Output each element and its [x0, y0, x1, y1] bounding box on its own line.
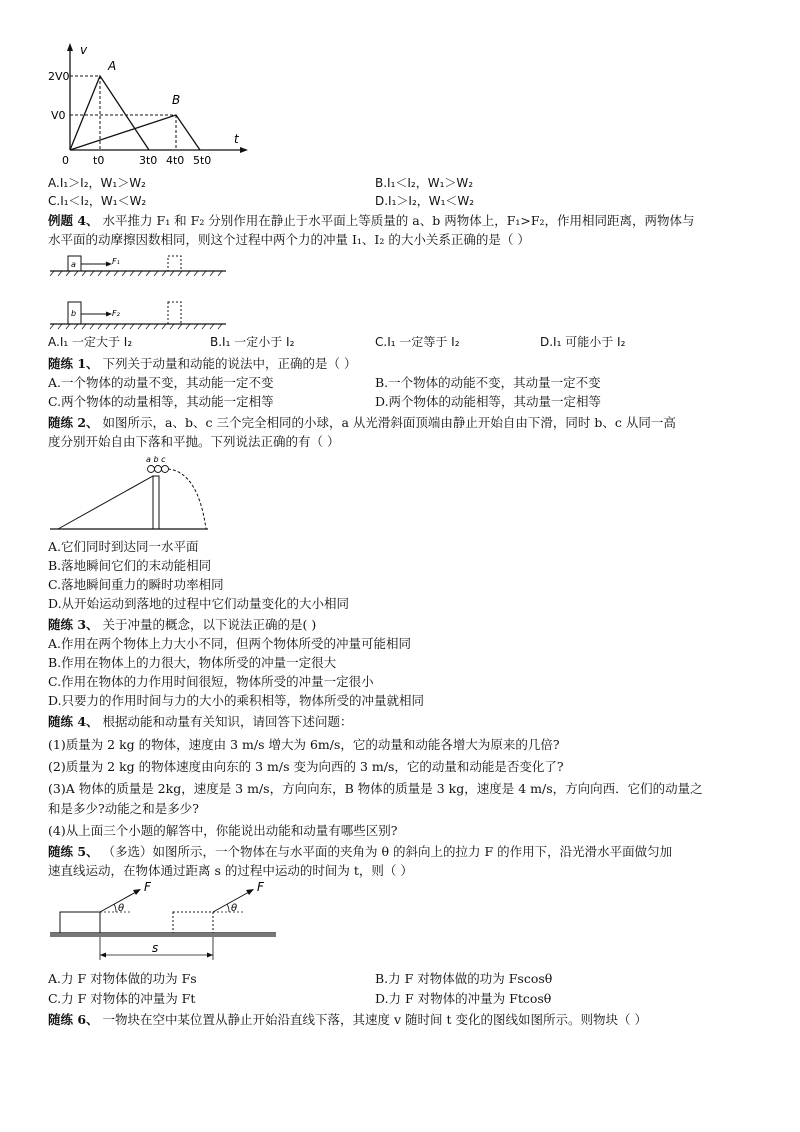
practice5-label: 随练 5、 — [48, 844, 99, 859]
force-f2-label: F₂ — [112, 309, 120, 318]
practice6-line — [48, 1011, 647, 1029]
example4-option-d: D.I₁ 可能小于 I₂ — [540, 335, 626, 349]
example4-option-c: C.I₁ 一定等于 I₂ — [375, 335, 460, 349]
practice5-option-d: D.力 F 对物体的冲量为 Ftcosθ — [375, 991, 552, 1006]
practice1-label: 随练 1、 — [48, 356, 99, 371]
axis-v-label: v — [80, 43, 88, 57]
prev-option-d: D.I₁＞I₂，W₁＜W₂ — [375, 194, 475, 208]
practice2-option-c: C.落地瞬间重力的瞬时功率相同 — [48, 577, 224, 592]
practice3-line — [48, 616, 316, 634]
vt-graph — [48, 40, 248, 175]
practice2-line1 — [48, 414, 676, 432]
practice1-text: 下列关于动量和动能的说法中，正确的是（ ） — [102, 356, 357, 371]
practice3-option-c: C.作用在物体的力作用时间很短，物体所受的冲量一定很小 — [48, 674, 374, 689]
example4-line1 — [48, 212, 695, 230]
push-diagram — [48, 250, 228, 330]
practice5-text1: （多选）如图所示，一个物体在与水平面的夹角为 θ 的斜向上的拉力 F 的作用下，沿光滑水平面做匀加 — [102, 844, 673, 859]
force-f-label-1: F — [144, 880, 151, 894]
tick-3t0: 3t0 — [139, 154, 158, 167]
practice3-text: 关于冲量的概念，以下说法正确的是( ) — [102, 617, 317, 632]
practice1-option-b: B.一个物体的动能不变，其动量一定不变 — [375, 375, 601, 390]
tick-5t0: 5t0 — [193, 154, 212, 167]
example4-option-b: B.I₁ 一定小于 I₂ — [210, 335, 295, 349]
practice4-q4: (4)从上面三个小题的解答中，你能说出动能和动量有哪些区别? — [48, 823, 398, 838]
block-b-label: b — [71, 309, 77, 318]
practice2-option-b: B.落地瞬间它们的末动能相同 — [48, 558, 212, 573]
practice1-option-d: D.两个物体的动能相等，其动量一定相等 — [375, 394, 602, 409]
practice2-text2: 度分别开始自由下落和平抛。下列说法正确的有（ ） — [48, 434, 340, 449]
practice2-text1: 如图所示，a、b、c 三个完全相同的小球，a 从光滑斜面顶端由静止开始自由下滑，同时 b、c 从同一高 — [102, 415, 676, 430]
practice3-option-b: B.作用在物体上的力很大，物体所受的冲量一定很大 — [48, 655, 337, 670]
prev-option-a: A.I₁＞I₂，W₁＞W₂ — [48, 176, 146, 190]
practice2-option-d: D.从开始运动到落地的过程中它们动量变化的大小相同 — [48, 596, 350, 611]
practice4-q3a: (3)A 物体的质量是 2kg，速度是 3 m/s，方向向东，B 物体的质量是 3 kg，速度是 4 m/s，方向向西．它们的动量之 — [48, 781, 703, 796]
incline-diagram — [48, 452, 218, 532]
practice3-option-d: D.只要力的作用时间与力的大小的乘积相等，物体所受的冲量就相同 — [48, 693, 425, 708]
label-v0: V0 — [51, 109, 66, 122]
practice2-option-a: A.它们同时到达同一水平面 — [48, 539, 199, 554]
point-b-label: B — [172, 93, 181, 107]
balls-label: a b c — [146, 455, 166, 464]
practice1-line — [48, 355, 357, 373]
practice6-label: 随练 6、 — [48, 1012, 99, 1027]
practice3-label: 随练 3、 — [48, 617, 99, 632]
practice4-label: 随练 4、 — [48, 714, 99, 729]
practice4-q1: (1)质量为 2 kg 的物体，速度由 3 m/s 增大为 6m/s，它的动量和动能各增大为原来的几倍? — [48, 737, 560, 752]
block-a-label: a — [71, 260, 76, 269]
prev-option-b: B.I₁＜I₂，W₁＞W₂ — [375, 176, 474, 190]
theta-label-1: θ — [118, 903, 125, 914]
tick-4t0: 4t0 — [166, 154, 185, 167]
practice4-q2: (2)质量为 2 kg 的物体速度由向东的 3 m/s 变为向西的 3 m/s，它的动量和动能是否变化了? — [48, 759, 564, 774]
prev-option-c: C.I₁＜I₂，W₁＜W₂ — [48, 194, 147, 208]
origin-label: 0 — [62, 154, 69, 167]
point-a-label: A — [108, 59, 117, 73]
force-f-label-2: F — [257, 880, 264, 894]
theta-label-2: θ — [231, 903, 238, 914]
pull-diagram — [48, 880, 288, 970]
practice3-option-a: A.作用在两个物体上力大小不同，但两个物体所受的冲量可能相同 — [48, 636, 412, 651]
example4-label: 例题 4、 — [48, 213, 99, 228]
axis-t-label: t — [234, 132, 239, 146]
force-f1-label: F₁ — [112, 257, 120, 266]
practice4-q3b: 和是多少?动能之和是多少? — [48, 801, 199, 816]
practice4-line — [48, 713, 353, 731]
practice1-option-a: A.一个物体的动量不变，其动能一定不变 — [48, 375, 274, 390]
practice5-option-a: A.力 F 对物体做的功为 Fs — [48, 971, 197, 986]
practice5-option-b: B.力 F 对物体做的功为 Fscosθ — [375, 971, 553, 986]
practice1-option-c: C.两个物体的动量相等，其动能一定相等 — [48, 394, 274, 409]
practice5-line1 — [48, 843, 672, 861]
practice5-option-c: C.力 F 对物体的冲量为 Ft — [48, 991, 196, 1006]
label-2v0: 2V0 — [48, 70, 70, 83]
practice4-text: 根据动能和动量有关知识，请回答下述问题： — [102, 714, 353, 729]
practice2-label: 随练 2、 — [48, 415, 99, 430]
tick-t0: t0 — [93, 154, 105, 167]
practice5-text2: 速直线运动，在物体通过距离 s 的过程中运动的时间为 t，则（ ） — [48, 863, 413, 878]
practice6-text: 一物块在空中某位置从静止开始沿直线下落，其速度 v 随时间 t 变化的图线如图所示。则物块（ ） — [102, 1012, 648, 1027]
example4-text2: 水平面的动摩擦因数相同，则这个过程中两个力的冲量 I₁、I₂ 的大小关系正确的是（ ） — [48, 232, 530, 247]
distance-s-label: s — [152, 941, 159, 955]
example4-option-a: A.I₁ 一定大于 I₂ — [48, 335, 133, 349]
example4-text1: 水平推力 F₁ 和 F₂ 分别作用在静止于水平面上等质量的 a、b 两物体上，F₁>F₂，作用相同距离，两物体与 — [102, 213, 695, 228]
